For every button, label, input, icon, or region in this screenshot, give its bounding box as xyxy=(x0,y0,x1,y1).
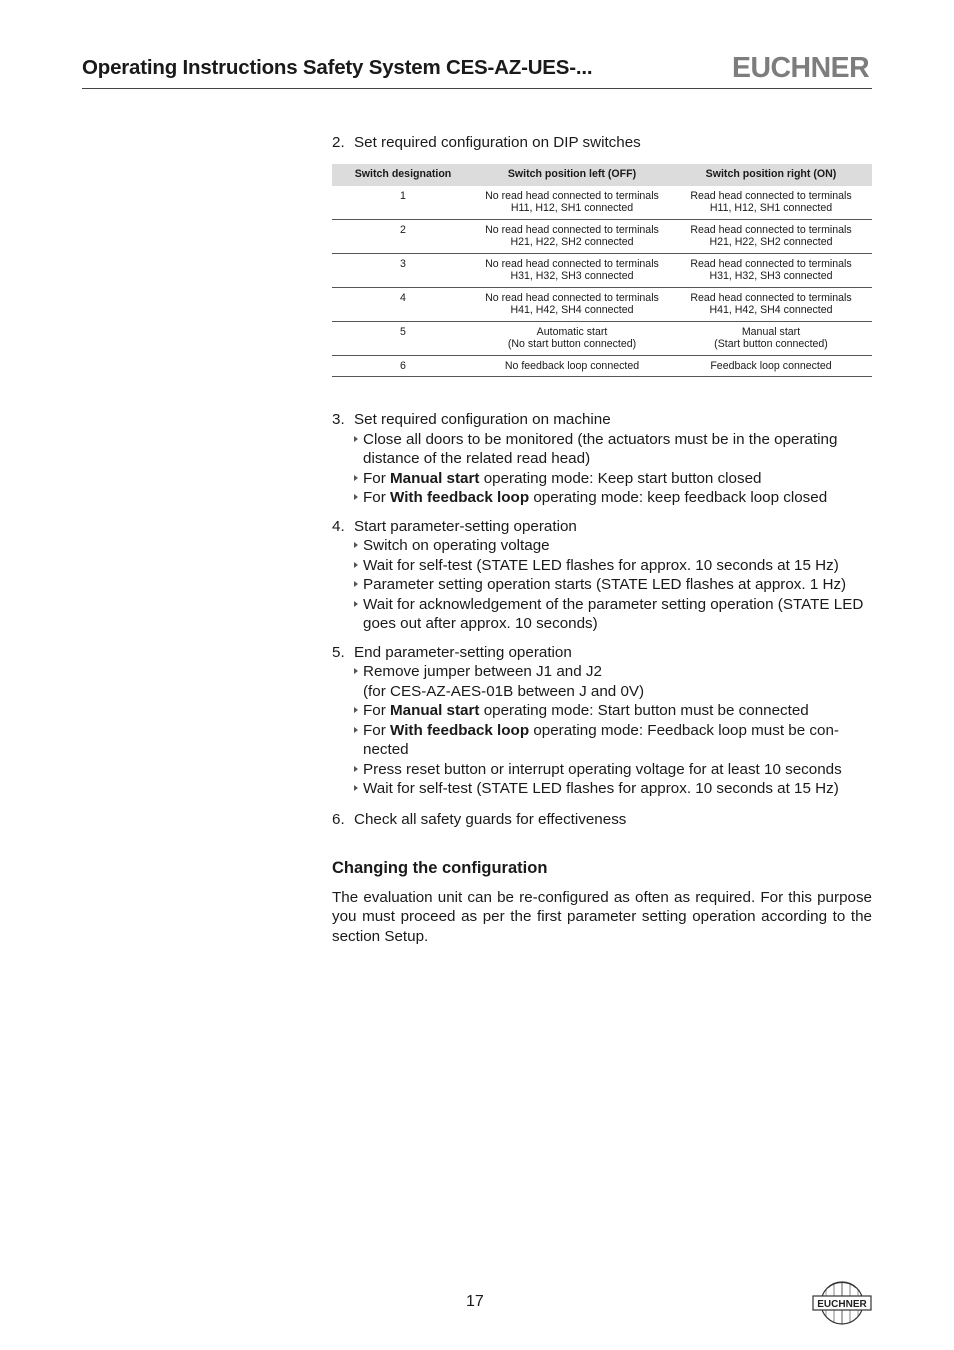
cell-line: H41, H42, SH4 connected xyxy=(510,304,634,316)
bullet-arrow-icon xyxy=(354,475,358,481)
cell-line: H41, H42, SH4 connected xyxy=(709,304,833,316)
cell-designation: 3 xyxy=(332,253,474,287)
column-header-off: Switch position left (OFF) xyxy=(474,164,670,186)
list-item: For Manual start operating mode: Start button must be connected xyxy=(332,701,872,721)
step-text: Check all safety guards for effectiveness xyxy=(354,810,627,828)
table-row xyxy=(332,186,872,220)
cell-line: H21, H22, SH2 connected xyxy=(510,236,634,248)
page-number: 17 xyxy=(466,1293,484,1310)
cell-line: Manual start xyxy=(741,325,801,338)
cell-line: (No start button connected) xyxy=(507,338,637,350)
list-item: Wait for self-test (STATE LED flashes for approx. 10 seconds at 15 Hz) xyxy=(332,556,872,576)
cell-off xyxy=(474,219,670,253)
cell-line: H11, H12, SH1 connected xyxy=(510,202,634,214)
cell-off xyxy=(474,186,670,220)
step-3-heading xyxy=(332,410,872,430)
step-5-bullets xyxy=(332,662,872,799)
bullet-arrow-icon xyxy=(354,601,358,607)
bullet-arrow-icon xyxy=(354,766,358,772)
step-4 xyxy=(332,517,872,634)
step-text: Start parameter-setting operation xyxy=(354,517,577,535)
cell-on xyxy=(670,186,872,220)
step-number: 3. xyxy=(332,411,345,428)
cell-on xyxy=(670,287,872,321)
list-item: Press reset button or interrupt operating voltage for at least 10 seconds xyxy=(332,760,872,780)
cell-line: Read head connected to terminals xyxy=(690,257,852,270)
cell-designation: 5 xyxy=(332,321,474,355)
step-number: 4. xyxy=(332,517,345,535)
list-item: For With feedback loop operating mode: Feedback loop must be con- nected xyxy=(332,721,872,760)
list-item: Remove jumper between J1 and J2 (for CES-AZ-AES-01B between J and 0V) xyxy=(332,662,872,701)
list-item: For With feedback loop operating mode: keep feedback loop closed xyxy=(332,488,872,508)
step-number: 5. xyxy=(332,643,345,661)
cell-off xyxy=(474,321,670,355)
cell-line: (Start button connected) xyxy=(714,338,828,350)
bullet-arrow-icon xyxy=(354,727,358,733)
bullet-arrow-icon xyxy=(354,785,358,791)
cell-line: No read head connected to terminals xyxy=(485,189,659,202)
bullet-arrow-icon xyxy=(354,562,358,568)
seal-logo-text: EUCHNER xyxy=(817,1298,867,1310)
table-row xyxy=(332,355,872,377)
cell-line: Read head connected to terminals xyxy=(690,189,852,202)
section-paragraph: The evaluation unit can be re-configured as often as required. For this purpose you must proceed as per the first parameter setting operation according to the section Setup. xyxy=(332,888,872,945)
euchner-logo: EUCHNER xyxy=(732,52,870,84)
cell-line: H31, H32, SH3 connected xyxy=(510,270,634,282)
step-number: 2. xyxy=(332,134,345,151)
main-content xyxy=(332,133,872,946)
cell-line: Read head connected to terminals xyxy=(690,223,852,236)
cell-line: H11, H12, SH1 connected xyxy=(709,202,833,214)
dip-switch-table xyxy=(332,164,872,378)
step-text: End parameter-setting operation xyxy=(354,643,572,661)
cell-line: H31, H32, SH3 connected xyxy=(709,270,833,282)
cell-on xyxy=(670,219,872,253)
cell-off xyxy=(474,253,670,287)
cell-line: Automatic start xyxy=(536,325,608,338)
step-2-heading xyxy=(332,133,872,153)
step-4-heading xyxy=(332,517,872,537)
bullet-arrow-icon xyxy=(354,581,358,587)
section-heading: Changing the configuration xyxy=(332,859,548,877)
list-item: Close all doors to be monitored (the actuators must be in the operating distance of the related read head) xyxy=(332,430,872,469)
page-header-title: Operating Instructions Safety System CES-AZ-UES-... xyxy=(82,56,593,79)
cell-line: No read head connected to terminals xyxy=(485,291,659,304)
step-4-bullets xyxy=(332,536,872,634)
cell-designation: 6 xyxy=(332,355,474,377)
column-header-designation: Switch designation xyxy=(332,164,474,186)
cell-on: Feedback loop connected xyxy=(670,355,872,377)
list-item: Wait for self-test (STATE LED flashes for approx. 10 seconds at 15 Hz) xyxy=(332,779,872,799)
cell-designation: 2 xyxy=(332,219,474,253)
cell-line: No read head connected to terminals xyxy=(485,257,659,270)
bullet-arrow-icon xyxy=(354,542,358,548)
list-item: For Manual start operating mode: Keep start button closed xyxy=(332,469,872,489)
table-row xyxy=(332,219,872,253)
table-header-row xyxy=(332,164,872,186)
bullet-arrow-icon xyxy=(354,668,358,674)
cell-off: No feedback loop connected xyxy=(474,355,670,377)
step-5-heading xyxy=(332,643,872,663)
list-item: Parameter setting operation starts (STATE LED flashes at approx. 1 Hz) xyxy=(332,575,872,595)
step-3-bullets xyxy=(332,430,872,508)
bullet-arrow-icon xyxy=(354,436,358,442)
column-header-on: Switch position right (ON) xyxy=(670,164,872,186)
list-item: Switch on operating voltage xyxy=(332,536,872,556)
table-row xyxy=(332,287,872,321)
list-item: Wait for acknowledgement of the parameter setting operation (STATE LED goes out after approx. 10 seconds) xyxy=(332,595,872,634)
cell-line: Read head connected to terminals xyxy=(690,291,852,304)
table-row xyxy=(332,253,872,287)
table-row xyxy=(332,321,872,355)
cell-designation: 4 xyxy=(332,287,474,321)
bullet-arrow-icon xyxy=(354,707,358,713)
step-number: 6. xyxy=(332,810,345,828)
bullet-arrow-icon xyxy=(354,494,358,500)
step-6 xyxy=(332,810,872,830)
cell-off xyxy=(474,287,670,321)
cell-designation: 1 xyxy=(332,186,474,220)
step-5 xyxy=(332,643,872,799)
cell-on xyxy=(670,253,872,287)
cell-on xyxy=(670,321,872,355)
step-text: Set required configuration on DIP switches xyxy=(354,134,641,151)
step-6-heading xyxy=(332,810,872,830)
cell-line: No read head connected to terminals xyxy=(485,223,659,236)
cell-line: H21, H22, SH2 connected xyxy=(709,236,833,248)
euchner-seal-logo xyxy=(812,1280,872,1326)
step-text: Set required configuration on machine xyxy=(354,411,611,428)
header-divider xyxy=(82,88,872,89)
step-3 xyxy=(332,410,872,508)
